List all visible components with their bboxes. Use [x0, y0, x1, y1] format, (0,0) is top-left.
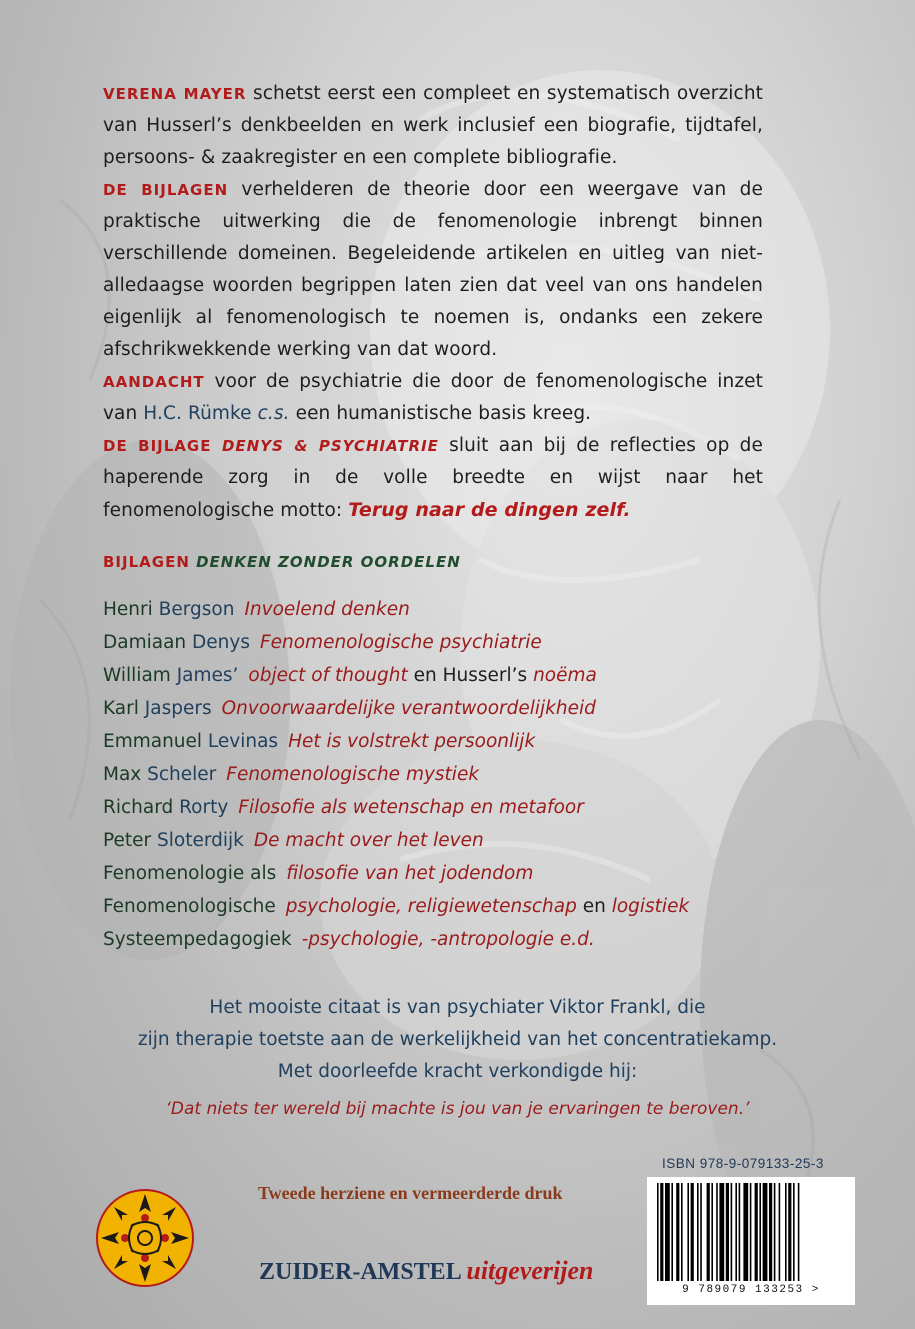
first-name: Fenomenologische — [103, 896, 276, 917]
list-item — [103, 824, 803, 857]
aandacht-text: voor de psychiatrie die door de fenomenologische inzet van — [103, 371, 763, 424]
barcode-bar — [743, 1183, 748, 1281]
barcode-bars — [647, 1177, 855, 1283]
essay-title: -psychologie, -antropologie e.d. — [301, 929, 595, 950]
first-name: William — [103, 665, 177, 686]
barcode-bar — [671, 1183, 673, 1281]
essay-connector: en Husserl’s — [407, 665, 534, 686]
barcode-bar — [711, 1183, 713, 1281]
list-item — [103, 692, 803, 725]
barcode-bar — [657, 1183, 659, 1281]
essay-connector: en — [576, 896, 612, 917]
bijlagen-list — [103, 593, 803, 956]
essay-title: object of thought — [248, 665, 408, 686]
essay-title: Het is volstrekt persoonlijk — [288, 731, 536, 752]
list-item — [103, 593, 803, 626]
list-item — [103, 659, 803, 692]
bijlage-title: DENYS & PSYCHIATRIE — [211, 437, 439, 455]
barcode-bar — [779, 1183, 781, 1281]
bijlagen-paragraph — [103, 174, 763, 370]
first-name: Max — [103, 764, 148, 785]
list-item — [103, 725, 803, 758]
section-subtitle: DENKEN ZONDER OORDELEN — [196, 553, 461, 571]
essay-title: psychologie, religiewetenschap — [285, 896, 577, 917]
barcode-bar — [700, 1183, 702, 1281]
last-name: Rorty — [179, 797, 229, 818]
last-name: Levinas — [207, 731, 279, 752]
barcode-bar — [755, 1183, 758, 1281]
last-name: Jaspers — [144, 698, 212, 719]
last-name: Scheler — [147, 764, 217, 785]
frankl-quote: ‘Dat niets ter wereld bij machte is jou van je ervaringen te beroven.’ — [165, 1099, 750, 1119]
barcode-bar — [665, 1183, 670, 1281]
bijlagen-label: DE BIJLAGEN — [103, 181, 229, 199]
list-item — [103, 626, 803, 659]
edition-note: Tweede herziene en vermeerderde druk — [258, 1183, 563, 1203]
list-item — [103, 857, 803, 890]
publisher-main: ZUIDER-AMSTEL — [259, 1259, 461, 1285]
barcode-bar — [785, 1183, 787, 1281]
publisher-logo-icon — [95, 1188, 195, 1288]
barcode-bar — [793, 1183, 795, 1281]
barcode-bar — [769, 1183, 772, 1281]
essay-title: Fenomenologische psychiatrie — [259, 632, 542, 653]
bijlagen-text: verhelderen de theorie door een weergave van de praktische uitwerking die de fenomenologie inbrengt binnen verschillende domeinen. Begeleidende artikelen en uitleg van niet-alledaagse woorden begrippen laten zien dat veel van ons handelen eigenlijk al fenomenologisch te noemen is, ondanks een zekere afschrikwekkende werking van dat woord. — [103, 179, 763, 360]
essay-title: Invoelend denken — [244, 599, 410, 620]
barcode-bar — [788, 1183, 791, 1281]
first-name: Damiaan — [103, 632, 193, 653]
barcode-bar — [750, 1183, 752, 1281]
barcode-bar — [676, 1183, 679, 1281]
essay-title-2: logistiek — [611, 896, 690, 917]
isbn-label: ISBN 978-9-079133-25-3 — [662, 1156, 824, 1171]
barcode-bar — [691, 1183, 694, 1281]
publisher-name — [259, 1256, 593, 1286]
first-name: Peter — [103, 830, 158, 851]
bijlage-label: DE BIJLAGE — [103, 437, 212, 455]
last-name: Denys — [192, 632, 250, 653]
bijlage-denys-paragraph — [103, 430, 763, 530]
barcode-bar — [660, 1183, 663, 1281]
quote-line-2: zijn therapie toetste aan de werkelijkheid van het concentratiekamp. — [137, 1029, 778, 1050]
last-name: James’ — [176, 665, 239, 686]
barcode-bar — [798, 1183, 800, 1281]
list-item — [103, 758, 803, 791]
aandacht-text-end: een humanistische basis kreeg. — [289, 403, 592, 424]
barcode-bar — [697, 1183, 699, 1281]
author-name: VERENA MAYER — [103, 85, 247, 103]
first-name: Henri — [103, 599, 159, 620]
barcode-bar — [681, 1183, 683, 1281]
aandacht-label: AANDACHT — [103, 373, 205, 391]
essay-title: Filosofie als wetenschap en metafoor — [238, 797, 584, 818]
essay-title-2: noëma — [533, 665, 597, 686]
first-name: Richard — [103, 797, 180, 818]
intro-text: schetst eerst een compleet en systematisch overzicht van Husserl’s denkbeelden en werk inclusief een biografie, tijdtafel, persoons- & zaakregister en een complete bibliografie. — [103, 83, 763, 168]
motto: Terug naar de dingen zelf. — [348, 499, 631, 521]
intro-paragraph — [103, 78, 763, 178]
barcode-bar — [774, 1183, 776, 1281]
barcode-bar — [735, 1183, 737, 1281]
rumke-name: H.C. Rümke — [143, 403, 252, 424]
section-heading — [103, 553, 461, 571]
barcode-digits: 9 789079 133253 > — [682, 1284, 820, 1296]
barcode — [647, 1177, 855, 1305]
essay-title: Fenomenologische mystiek — [226, 764, 480, 785]
aandacht-paragraph — [103, 366, 763, 434]
section-label: BIJLAGEN — [103, 553, 190, 571]
barcode-bar — [716, 1183, 718, 1281]
barcode-bar — [739, 1183, 741, 1281]
essay-title: De macht over het leven — [253, 830, 484, 851]
list-item — [103, 890, 803, 923]
publisher-suffix: uitgeverijen — [466, 1256, 594, 1285]
barcode-bar — [726, 1183, 729, 1281]
barcode-bar — [763, 1183, 768, 1281]
last-name: Sloterdijk — [157, 830, 244, 851]
list-item — [103, 923, 803, 956]
quote-line-1: Het mooiste citaat is van psychiater Viktor Frankl, die — [209, 997, 706, 1018]
bijlage-text: sluit aan bij de reflecties op de haperende zorg in de volle breedte en wijst naar het fenomenologische motto: — [103, 435, 763, 521]
first-name: Karl — [103, 698, 145, 719]
quote-line-3: Met doorleefde kracht verkondigde hij: — [277, 1061, 638, 1082]
cs-abbrev: c.s. — [251, 403, 290, 424]
list-item — [103, 791, 803, 824]
essay-title: filosofie van het jodendom — [286, 863, 534, 884]
last-name: Bergson — [158, 599, 235, 620]
first-name: Systeempedagogiek — [103, 929, 292, 950]
first-name: Fenomenologie als — [103, 863, 277, 884]
barcode-bar — [687, 1183, 689, 1281]
barcode-bar — [759, 1183, 761, 1281]
barcode-bar — [719, 1183, 724, 1281]
barcode-bar — [731, 1183, 733, 1281]
essay-title: Onvoorwaardelijke verantwoordelijkheid — [221, 698, 596, 719]
first-name: Emmanuel — [103, 731, 208, 752]
barcode-bar — [707, 1183, 710, 1281]
